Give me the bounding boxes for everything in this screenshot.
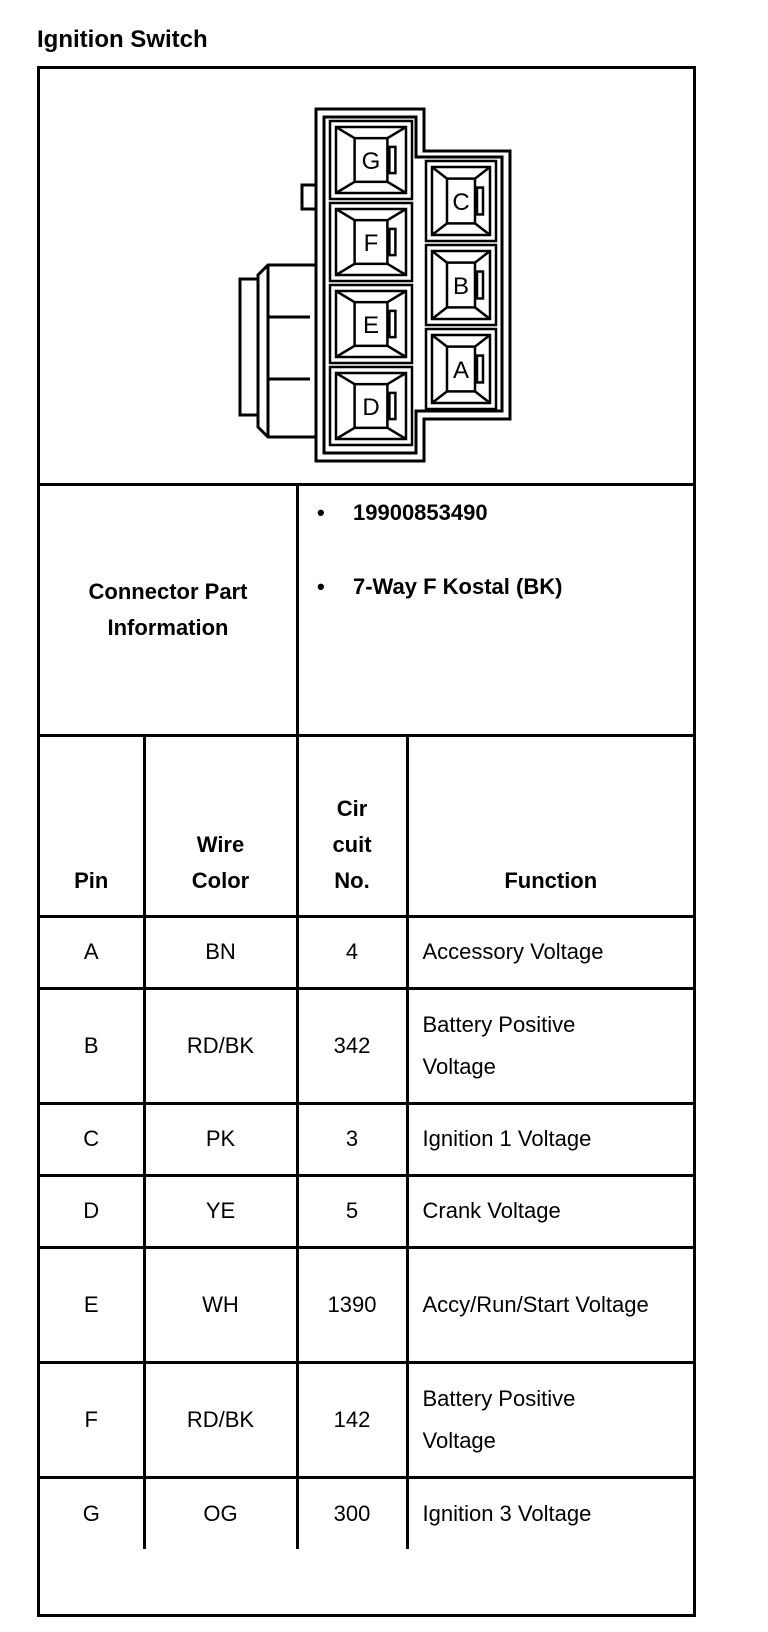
connector-part-info: [40, 486, 693, 737]
header-circuit-no: Cir cuit No.: [297, 737, 407, 916]
circuit-number-cell: 3: [297, 1103, 407, 1175]
circuit-number-cell: 142: [297, 1362, 407, 1477]
pin-cell: E: [40, 1247, 144, 1362]
header-function: Function: [407, 737, 693, 916]
pin-cell: F: [40, 1362, 144, 1477]
function-cell: Accy/Run/Start Voltage: [407, 1247, 693, 1362]
connector-type-item: • 7-Way F Kostal (BK): [317, 574, 563, 599]
circuit-number-cell: 342: [297, 988, 407, 1103]
connector-pin-b: [426, 245, 496, 325]
wire-color-cell: RD/BK: [144, 1362, 297, 1477]
circuit-number-cell: 4: [297, 916, 407, 988]
table-row: [40, 988, 693, 1103]
svg-text:E: E: [362, 312, 380, 339]
svg-text:C: C: [452, 189, 470, 216]
table-row: [40, 1247, 693, 1362]
connector-pin-e: [330, 285, 412, 363]
function-cell: Accessory Voltage: [407, 916, 693, 988]
header-pin: Pin: [40, 737, 144, 916]
pin-cell: C: [40, 1103, 144, 1175]
function-cell: Crank Voltage: [407, 1175, 693, 1247]
table-row: [40, 1103, 693, 1175]
connector-pin-a: [426, 329, 496, 409]
table-row: [40, 916, 693, 988]
wire-color-cell: OG: [144, 1477, 297, 1549]
pin-cell: B: [40, 988, 144, 1103]
page-title: Ignition Switch: [37, 26, 208, 53]
connector-diagram: [40, 69, 693, 486]
connector-face-drawing: [40, 69, 693, 483]
connector-pin-g: [330, 121, 412, 199]
wire-color-cell: YE: [144, 1175, 297, 1247]
wire-color-cell: RD/BK: [144, 988, 297, 1103]
connector-pin-f: [330, 203, 412, 281]
function-cell: Ignition 3 Voltage: [407, 1477, 693, 1549]
circuit-number-cell: 300: [297, 1477, 407, 1549]
connector-sheet: [37, 66, 696, 1617]
pin-cell: G: [40, 1477, 144, 1549]
connector-info-label: Connector Part Information: [40, 486, 299, 734]
connector-pin-d: [330, 367, 412, 445]
svg-text:F: F: [363, 230, 379, 257]
wire-color-cell: PK: [144, 1103, 297, 1175]
circuit-number-cell: 1390: [297, 1247, 407, 1362]
pin-cell: D: [40, 1175, 144, 1247]
table-row: [40, 1175, 693, 1247]
connector-pin-c: [426, 161, 496, 241]
part-number-item: • 19900853490: [317, 500, 488, 525]
table-header-row: [40, 737, 693, 916]
function-cell: Battery Positive Voltage: [407, 988, 693, 1103]
svg-text:D: D: [362, 394, 380, 421]
svg-text:B: B: [452, 273, 470, 300]
circuit-number-cell: 5: [297, 1175, 407, 1247]
wire-color-cell: BN: [144, 916, 297, 988]
connector-info-list: [299, 486, 693, 734]
svg-text:G: G: [361, 148, 381, 175]
header-wire-color: Wire Color: [144, 737, 297, 916]
function-cell: Battery Positive Voltage: [407, 1362, 693, 1477]
wire-color-cell: WH: [144, 1247, 297, 1362]
table-row: [40, 1362, 693, 1477]
pinout-table: [40, 737, 693, 1549]
function-cell: Ignition 1 Voltage: [407, 1103, 693, 1175]
pin-cell: A: [40, 916, 144, 988]
svg-text:A: A: [452, 357, 470, 384]
table-row: [40, 1477, 693, 1549]
